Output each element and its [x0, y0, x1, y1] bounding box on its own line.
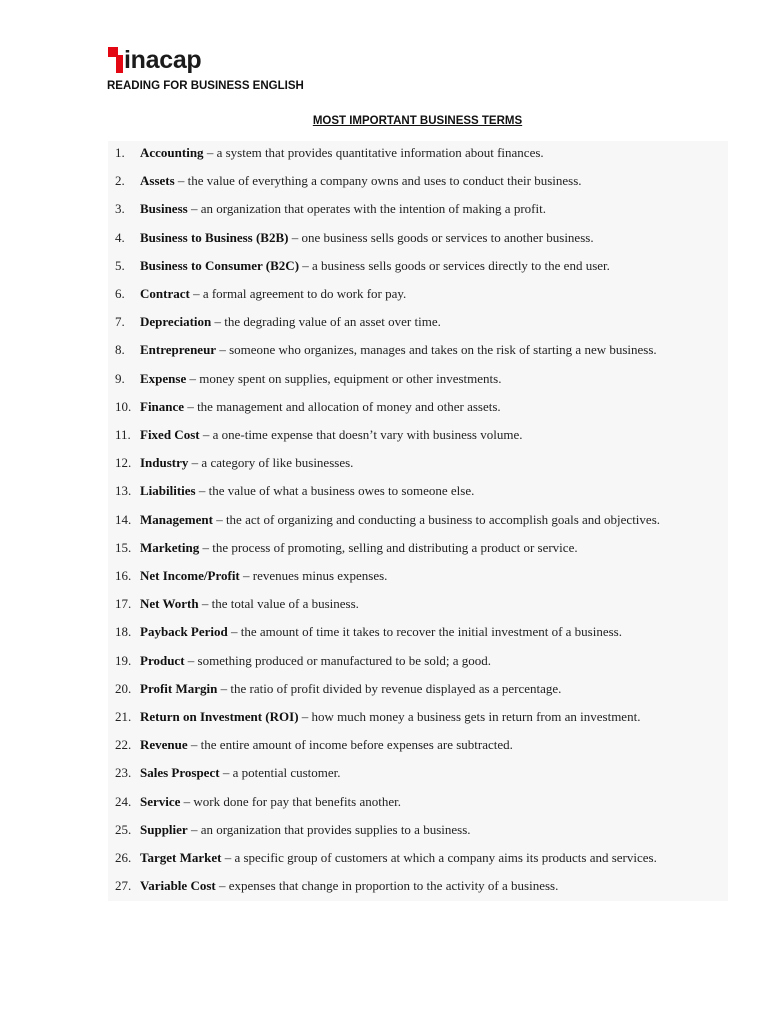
term-definition: – revenues minus expenses.	[239, 568, 388, 583]
list-item-text	[140, 848, 657, 868]
term-definition: – how much money a business gets in return from an investment.	[298, 709, 641, 724]
list-item-text	[140, 876, 558, 896]
term-definition: – a specific group of customers at which a company aims its products and services.	[221, 850, 657, 865]
list-item-number: 14.	[115, 511, 132, 527]
list-item-number: 27.	[115, 878, 132, 894]
term-definition: – a system that provides quantitative information about finances.	[203, 145, 544, 160]
list-item-number: 21.	[115, 709, 132, 724]
list-item-number: 11.	[115, 427, 131, 442]
term-name: Finance	[140, 398, 185, 414]
term-definition: – the value of everything a company owns and uses to conduct their business.	[174, 173, 582, 189]
term-definition: – the act of organizing and conducting a business to accomplish goals and objectives.	[212, 511, 661, 527]
term-name: Liabilities	[140, 483, 196, 499]
term-name: Profit Margin	[140, 680, 218, 696]
term-name: Accounting	[140, 145, 204, 160]
list-item-text	[140, 256, 610, 276]
term-definition: – an organization that operates with the intention of making a profit.	[187, 201, 546, 217]
term-definition: – a one-time expense that doesn’t vary with business volume.	[199, 427, 523, 442]
list-item-number: 1.	[115, 145, 125, 160]
term-definition: – money spent on supplies, equipment or other investments.	[186, 370, 502, 386]
term-name: Business to Business (B2B)	[140, 229, 289, 245]
term-name: Depreciation	[140, 314, 212, 330]
logo-mark-icon	[108, 47, 123, 73]
list-item-number: 22.	[115, 737, 132, 753]
term-name: Target Market	[140, 850, 222, 865]
term-name: Business to Consumer (B2C)	[140, 257, 300, 273]
term-name: Contract	[140, 286, 190, 301]
list-item-number: 15.	[115, 539, 132, 555]
list-item-number: 23.	[115, 765, 132, 781]
term-definition: – expenses that change in proportion to the activity of a business.	[215, 878, 559, 894]
list-item-number: 12.	[115, 455, 132, 471]
list-item-number: 3.	[115, 201, 125, 217]
logo-wordmark: inacap	[124, 46, 202, 74]
list-item-text	[140, 763, 341, 783]
term-definition: – a business sells goods or services directly to the end user.	[299, 257, 610, 273]
term-definition: – one business sells goods or services to another business.	[288, 229, 594, 245]
list-item-text	[140, 651, 491, 671]
term-definition: – the total value of a business.	[198, 596, 359, 612]
list-item-text	[140, 340, 657, 360]
list-item-text	[140, 566, 387, 586]
list-item-number: 25.	[115, 821, 132, 837]
term-definition: – an organization that provides supplies to a business.	[187, 821, 471, 837]
term-name: Variable Cost	[140, 878, 216, 894]
term-name: Product	[140, 652, 185, 668]
list-item-text	[140, 453, 353, 473]
list-item-number: 5.	[115, 257, 125, 273]
term-name: Return on Investment (ROI)	[140, 709, 299, 724]
term-name: Management	[140, 511, 213, 527]
term-definition: – the amount of time it takes to recover the initial investment of a business.	[227, 624, 622, 640]
term-name: Revenue	[140, 737, 188, 753]
term-name: Expense	[140, 370, 187, 386]
list-item-text	[140, 594, 359, 614]
list-item-text	[140, 397, 501, 417]
list-item-text	[140, 284, 406, 304]
term-name: Sales Prospect	[140, 765, 220, 781]
term-definition: – the entire amount of income before expenses are subtracted.	[187, 737, 513, 753]
term-definition: – the process of promoting, selling and distributing a product or service.	[199, 539, 578, 555]
term-definition: – someone who organizes, manages and takes on the risk of starting a new business.	[216, 342, 657, 358]
list-item-text	[140, 312, 441, 332]
page-title: MOST IMPORTANT BUSINESS TERMS	[312, 115, 523, 127]
list-item-number: 8.	[115, 342, 125, 358]
terms-list	[108, 141, 728, 901]
term-name: Payback Period	[140, 624, 228, 640]
list-item-text	[140, 510, 660, 530]
term-definition: – something produced or manufactured to be sold; a good.	[184, 652, 492, 668]
list-item-text	[140, 199, 546, 219]
term-name: Entrepreneur	[140, 342, 217, 358]
term-definition: – the value of what a business owes to someone else.	[195, 483, 475, 499]
term-name: Assets	[140, 173, 175, 189]
list-item-text	[140, 425, 522, 445]
term-definition: – the ratio of profit divided by revenue displayed as a percentage.	[217, 680, 562, 696]
list-item-number: 13.	[115, 483, 132, 499]
list-item-text	[140, 538, 578, 558]
list-item-number: 7.	[115, 314, 125, 330]
list-item-number: 16.	[115, 568, 132, 583]
list-item-text	[140, 143, 544, 163]
list-item-text	[140, 481, 474, 501]
list-item-number: 6.	[115, 286, 125, 301]
list-item-text	[140, 735, 513, 755]
term-name: Industry	[140, 455, 189, 471]
term-name: Business	[140, 201, 188, 217]
course-title: READING FOR BUSINESS ENGLISH	[107, 80, 304, 92]
term-definition: – work done for pay that benefits another.	[180, 793, 401, 809]
inacap-logo	[108, 46, 201, 74]
term-name: Net Income/Profit	[140, 568, 240, 583]
list-item-text	[140, 679, 561, 699]
term-name: Fixed Cost	[140, 427, 200, 442]
list-item-number: 26.	[115, 850, 132, 865]
list-item-text	[140, 369, 501, 389]
list-item-number: 19.	[115, 652, 132, 668]
list-item-number: 17.	[115, 596, 132, 612]
list-item-text	[140, 171, 582, 191]
term-definition: – a category of like businesses.	[188, 455, 354, 471]
list-item-number: 10.	[115, 398, 132, 414]
list-item-number: 24.	[115, 793, 132, 809]
term-name: Net Worth	[140, 596, 199, 612]
term-definition: – a formal agreement to do work for pay.	[189, 286, 407, 301]
list-item-text	[140, 792, 401, 812]
term-name: Supplier	[140, 821, 188, 837]
list-item-number: 2.	[115, 173, 125, 189]
term-name: Marketing	[140, 539, 200, 555]
list-item-number: 9.	[115, 370, 125, 386]
list-item-text	[140, 707, 640, 727]
term-definition: – the management and allocation of money and other assets.	[184, 398, 501, 414]
term-name: Service	[140, 793, 181, 809]
term-definition: – the degrading value of an asset over time.	[211, 314, 441, 330]
list-item-number: 20.	[115, 680, 132, 696]
list-item-text	[140, 820, 471, 840]
list-item-text	[140, 622, 622, 642]
list-item-number: 4.	[115, 229, 125, 245]
list-item-number: 18.	[115, 624, 132, 640]
list-item-text	[140, 228, 594, 248]
term-definition: – a potential customer.	[219, 765, 341, 781]
